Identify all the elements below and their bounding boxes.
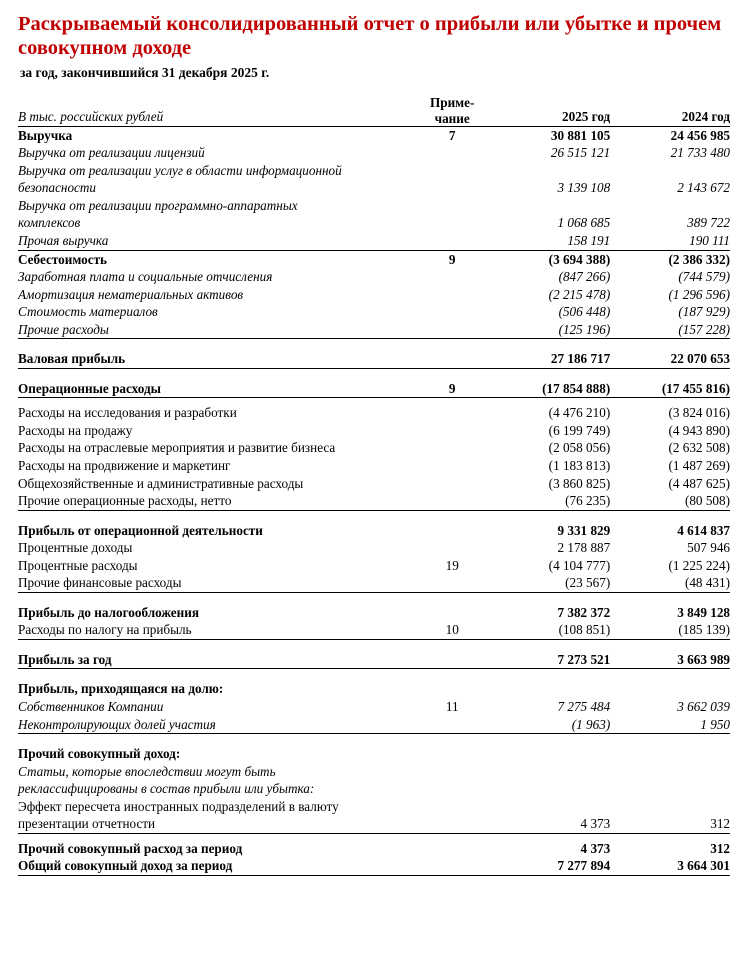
units-label: В тыс. российских рублей xyxy=(18,109,164,125)
row-year1: (2 215 478) xyxy=(548,286,611,302)
page-subtitle: за год, закончившийся 31 декабря 2025 г. xyxy=(20,65,270,81)
row-year2: 312 xyxy=(710,840,730,856)
table-row xyxy=(18,303,730,321)
row-year2 xyxy=(610,780,730,798)
row-year1: 4 373 xyxy=(580,840,611,856)
table-row xyxy=(18,857,730,875)
row-label: Общий совокупный доход за период xyxy=(18,857,414,875)
table-row xyxy=(18,286,730,304)
row-note xyxy=(414,404,491,422)
row-label: Заработная плата и социальные отчисления xyxy=(18,269,273,285)
row-note xyxy=(414,214,491,232)
row-note xyxy=(414,716,491,734)
table-row xyxy=(18,457,730,475)
row-note xyxy=(414,439,491,457)
row-year1 xyxy=(490,798,610,816)
row-note: 10 xyxy=(414,621,491,639)
income-statement-table xyxy=(18,95,730,876)
row-year2: (80 508) xyxy=(610,492,730,510)
row-year2 xyxy=(610,745,730,763)
row-spacer xyxy=(18,339,730,351)
row-year1: (506 448) xyxy=(558,304,611,320)
row-note: 9 xyxy=(448,251,456,267)
row-year2: 2 143 672 xyxy=(677,180,730,196)
row-note: 11 xyxy=(445,699,459,715)
row-label: безопасности xyxy=(18,180,97,196)
row-note xyxy=(414,798,491,816)
table-row xyxy=(18,350,730,368)
row-year1 xyxy=(490,763,610,781)
row-year2 xyxy=(610,763,730,781)
row-label: Прибыль за год xyxy=(18,651,414,669)
table-row xyxy=(18,574,730,592)
row-year1: 7 273 521 xyxy=(490,651,610,669)
row-label: Операционные расходы xyxy=(18,380,414,398)
row-year1: (4 104 777) xyxy=(548,557,611,573)
row-label: Расходы на продажу xyxy=(18,422,133,438)
year1-column-header: 2025 год xyxy=(562,109,611,125)
row-year2: 312 xyxy=(610,815,730,833)
table-header-row xyxy=(18,95,730,126)
row-label: Прочие операционные расходы, нетто xyxy=(18,492,414,510)
row-year2: 21 733 480 xyxy=(670,145,730,161)
table-row xyxy=(18,815,730,833)
row-note xyxy=(414,321,491,339)
row-year2: (1 225 224) xyxy=(668,557,730,573)
row-year2: (157 228) xyxy=(610,321,730,339)
row-note xyxy=(414,857,491,875)
row-year1: (3 860 825) xyxy=(548,475,611,491)
row-label: Выручка от реализации программно-аппаратных xyxy=(18,197,298,213)
row-note xyxy=(414,745,491,763)
row-year1: (17 854 888) xyxy=(490,380,610,398)
table-row xyxy=(18,798,730,816)
table-row xyxy=(18,179,730,197)
row-year1: (1 183 813) xyxy=(548,458,611,474)
row-year1: 1 068 685 xyxy=(557,215,611,231)
table-row xyxy=(18,214,730,232)
table-row xyxy=(18,321,730,339)
row-year1: (1 963) xyxy=(490,716,610,734)
row-year2: 3 664 301 xyxy=(610,857,730,875)
note-header-line2: чание xyxy=(434,110,470,126)
row-note xyxy=(414,303,491,321)
table-row xyxy=(18,840,730,858)
row-year2: 389 722 xyxy=(687,215,730,231)
row-note: 19 xyxy=(445,557,459,573)
row-label: Статьи, которые впоследствии могут быть xyxy=(18,763,276,779)
table-row xyxy=(18,439,730,457)
row-note xyxy=(414,763,491,781)
row-label: Расходы на продвижение и маркетинг xyxy=(18,458,231,474)
row-year1: 158 191 xyxy=(490,232,610,250)
row-note xyxy=(414,680,491,698)
row-label: презентации отчетности xyxy=(18,815,414,833)
row-year1: 7 277 894 xyxy=(490,857,610,875)
row-year1: (847 266) xyxy=(558,269,611,285)
note-header-line1: Приме- xyxy=(429,95,475,111)
table-row xyxy=(18,197,730,215)
table-row xyxy=(18,522,730,540)
row-year1: (4 476 210) xyxy=(548,405,611,421)
table-row xyxy=(18,404,730,422)
row-year1: 9 331 829 xyxy=(557,522,611,538)
row-note xyxy=(414,651,491,669)
row-year1: 2 178 887 xyxy=(557,540,611,556)
row-year2: (1 296 596) xyxy=(668,286,730,302)
row-note xyxy=(414,574,491,592)
table-row xyxy=(18,126,730,144)
row-label: Прочая выручка xyxy=(18,232,414,250)
row-note xyxy=(414,422,491,440)
row-label: Прибыль, приходящаяся на долю: xyxy=(18,681,224,697)
row-note xyxy=(414,780,491,798)
table-row xyxy=(18,651,730,669)
row-year1: 3 139 108 xyxy=(557,180,611,196)
row-year1: (2 058 056) xyxy=(548,440,611,456)
row-spacer xyxy=(18,639,730,651)
row-year1 xyxy=(490,780,610,798)
table-row xyxy=(18,250,730,268)
row-year2: (2 386 332) xyxy=(668,251,730,267)
row-label: Процентные расходы xyxy=(18,557,138,573)
row-year2: 4 614 837 xyxy=(677,522,730,538)
row-year1: 7 382 372 xyxy=(557,604,611,620)
row-year2: (4 487 625) xyxy=(668,475,730,491)
row-label: Прочие расходы xyxy=(18,321,414,339)
row-label: Стоимость материалов xyxy=(18,304,158,320)
row-year2: 3 849 128 xyxy=(677,604,730,620)
table-row xyxy=(18,763,730,781)
row-label: комплексов xyxy=(18,215,81,231)
row-note xyxy=(414,539,491,557)
row-label: Выручка xyxy=(18,126,414,144)
row-year2: (17 455 816) xyxy=(610,380,730,398)
row-label: Собственников Компании xyxy=(18,699,164,715)
row-spacer xyxy=(18,592,730,604)
row-year1: 27 186 717 xyxy=(490,350,610,368)
row-label: Амортизация нематериальных активов xyxy=(18,286,244,302)
row-year2: (744 579) xyxy=(678,269,730,285)
row-label: Себестоимость xyxy=(18,251,108,267)
table-row xyxy=(18,604,730,622)
row-label: Расходы по налогу на прибыль xyxy=(18,621,414,639)
row-year1 xyxy=(490,197,610,215)
table-row xyxy=(18,232,730,250)
page-title: Раскрываемый консолидированный отчет о прибыли или убытке и прочем совокупном доходе xyxy=(18,13,722,60)
row-year2: (185 139) xyxy=(610,621,730,639)
row-year2: 507 946 xyxy=(687,540,730,556)
row-year1: (125 196) xyxy=(490,321,610,339)
table-row xyxy=(18,162,730,180)
row-year1: 4 373 xyxy=(490,815,610,833)
row-label: Выручка от реализации услуг в области информационной xyxy=(18,162,342,178)
row-year2: (187 929) xyxy=(678,304,730,320)
table-row xyxy=(18,422,730,440)
row-label: Прочие финансовые расходы xyxy=(18,574,414,592)
row-note xyxy=(414,457,491,475)
table-row xyxy=(18,780,730,798)
row-note xyxy=(414,144,491,162)
row-note xyxy=(414,840,491,858)
row-note xyxy=(414,232,491,250)
table-row xyxy=(18,268,730,286)
row-year2: (4 943 890) xyxy=(668,422,730,438)
row-label: Прочий совокупный расход за период xyxy=(18,840,243,856)
row-spacer xyxy=(18,510,730,522)
row-label: Валовая прибыль xyxy=(18,350,414,368)
note-column-header xyxy=(414,95,491,126)
row-year1 xyxy=(490,745,610,763)
row-year2 xyxy=(610,162,730,180)
row-label: Процентные доходы xyxy=(18,540,133,556)
row-spacer xyxy=(18,368,730,380)
table-row xyxy=(18,557,730,575)
row-year1: 26 515 121 xyxy=(550,145,611,161)
row-note xyxy=(414,492,491,510)
row-year2: 3 663 989 xyxy=(610,651,730,669)
table-row xyxy=(18,716,730,734)
row-spacer xyxy=(18,669,730,681)
row-label: Общехозяйственные и административные расходы xyxy=(18,475,304,491)
row-year1: (76 235) xyxy=(490,492,610,510)
table-row xyxy=(18,380,730,398)
row-note xyxy=(414,162,491,180)
table-row xyxy=(18,621,730,639)
row-note: 9 xyxy=(414,380,491,398)
row-label: Прочий совокупный доход: xyxy=(18,746,181,762)
row-year1: 7 275 484 xyxy=(557,699,611,715)
row-year2: 24 456 985 xyxy=(610,126,730,144)
row-spacer xyxy=(18,734,730,746)
row-label: Неконтролирующих долей участия xyxy=(18,716,414,734)
row-year2: 22 070 653 xyxy=(610,350,730,368)
row-note xyxy=(414,604,491,622)
row-year1: (6 199 749) xyxy=(548,422,611,438)
year2-column-header: 2024 год xyxy=(681,109,730,125)
row-year2 xyxy=(610,680,730,698)
table-row xyxy=(18,698,730,716)
row-note xyxy=(414,475,491,493)
row-note xyxy=(414,522,491,540)
row-label: Выручка от реализации лицензий xyxy=(18,145,205,161)
row-note xyxy=(414,197,491,215)
row-year1: (108 851) xyxy=(490,621,610,639)
row-label: Расходы на отраслевые мероприятия и развитие бизнеса xyxy=(18,440,336,456)
table-row xyxy=(18,745,730,763)
row-label: Прибыль от операционной деятельности xyxy=(18,522,263,538)
row-year2: 190 111 xyxy=(610,232,730,250)
table-row xyxy=(18,680,730,698)
row-note xyxy=(414,350,491,368)
row-year1 xyxy=(490,680,610,698)
row-note xyxy=(414,815,491,833)
row-year2: 3 662 039 xyxy=(677,699,730,715)
row-note xyxy=(414,286,491,304)
row-label: Эффект пересчета иностранных подразделений в валюту xyxy=(18,798,339,814)
row-year2: 1 950 xyxy=(610,716,730,734)
row-year2: (2 632 508) xyxy=(668,440,730,456)
row-label: реклассифицированы в состав прибыли или убытка: xyxy=(18,781,315,797)
row-label: Прибыль до налогообложения xyxy=(18,604,199,620)
row-year2: (1 487 269) xyxy=(668,458,730,474)
row-label: Расходы на исследования и разработки xyxy=(18,405,237,421)
row-note: 7 xyxy=(414,126,491,144)
row-year2 xyxy=(610,197,730,215)
row-note xyxy=(414,268,491,286)
row-year2 xyxy=(610,798,730,816)
row-note xyxy=(414,179,491,197)
table-row xyxy=(18,144,730,162)
table-row xyxy=(18,539,730,557)
table-row xyxy=(18,475,730,493)
row-year1 xyxy=(490,162,610,180)
row-year1: (23 567) xyxy=(490,574,610,592)
row-year2: (48 431) xyxy=(610,574,730,592)
row-year1: (3 694 388) xyxy=(548,251,611,267)
row-year1: 30 881 105 xyxy=(490,126,610,144)
table-row xyxy=(18,492,730,510)
row-year2: (3 824 016) xyxy=(668,405,730,421)
